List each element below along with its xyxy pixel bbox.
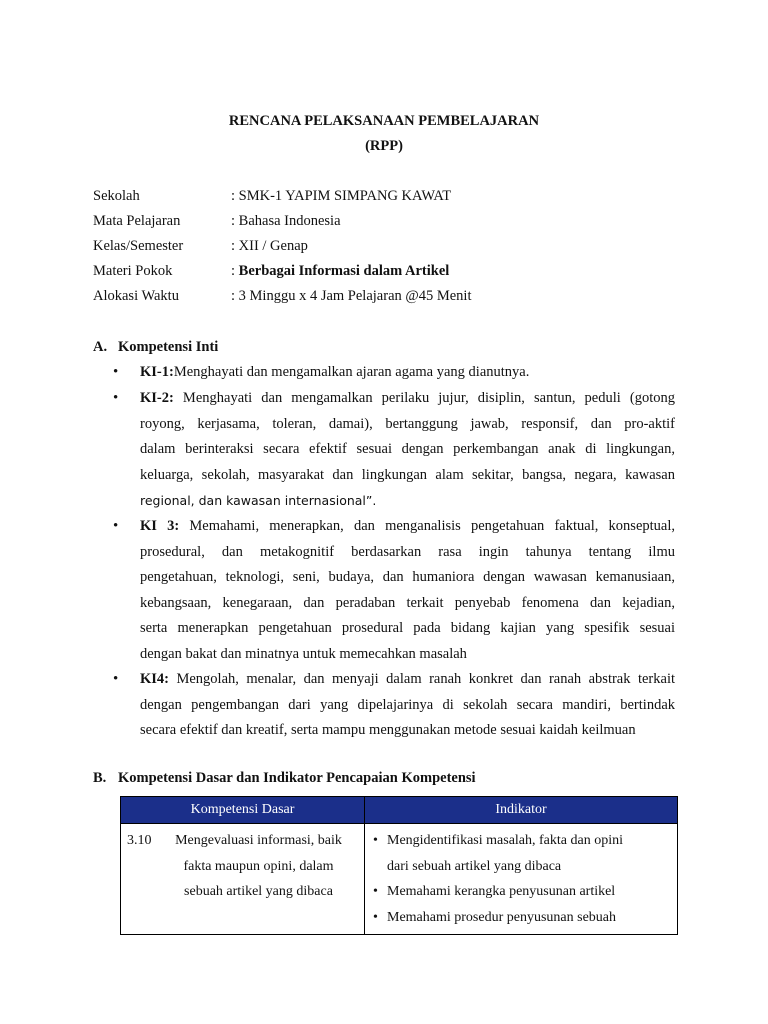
bullet-icon: • bbox=[113, 364, 119, 380]
indicator-text: • Memahami prosedur penyusunan sebuah bbox=[387, 909, 616, 925]
ki-text: secara efektif dan kreatif, serta mampu menggunakan metode sesuai kaidah keilmuan bbox=[140, 722, 636, 739]
indicator-text: • Mengidentifikasi masalah, fakta dan opini bbox=[387, 833, 623, 848]
identity-value bbox=[231, 263, 449, 280]
ki-text: Memahami, menerapkan, dan menganalisis pengetahuan faktual, konseptual, bbox=[179, 518, 675, 534]
header-kompetensi-dasar: Kompetensi Dasar bbox=[121, 797, 365, 824]
identity-value: : Bahasa Indonesia bbox=[231, 213, 341, 229]
kd-text: fakta maupun opini, dalam bbox=[183, 858, 334, 874]
ki-item-3 bbox=[140, 514, 675, 668]
identity-label: Kelas/Semester bbox=[93, 238, 184, 254]
ki-key: KI 3: bbox=[140, 518, 180, 534]
indicator-cell bbox=[365, 824, 678, 935]
bullet-icon: • bbox=[113, 390, 119, 406]
indicator-text: • Memahami kerangka penyusunan artikel bbox=[387, 884, 616, 899]
ki-text: dalam berinteraksi secara efektif sesuai dengan perkembangan anak di lingkungan, bbox=[140, 441, 675, 458]
table-row bbox=[121, 824, 678, 935]
ki-text: Mengolah, menalar, dan menyaji dalam ranah konkret dan ranah abstrak terkait bbox=[169, 671, 675, 687]
identity-label: Materi Pokok bbox=[93, 263, 173, 279]
identity-label: Mata Pelajaran bbox=[93, 213, 181, 229]
document-subtitle: (RPP) bbox=[365, 138, 403, 154]
ki-text: dengan pengembangan dari yang dipelajarinya di sekolah secara mandiri, bertindak bbox=[140, 696, 675, 713]
ki-key: KI4: bbox=[140, 671, 169, 687]
bullet-icon: • bbox=[113, 518, 119, 534]
kd-text: sebuah artikel yang dibaca bbox=[184, 884, 333, 899]
ki-text: pengetahuan, teknologi, seni, budaya, dan humaniora dengan wawasan kemanusiaan, bbox=[140, 569, 675, 586]
ki-text: Menghayati dan mengamalkan ajaran agama yang dianutnya. bbox=[173, 364, 530, 380]
kd-number: 3.10 bbox=[127, 833, 152, 848]
kd-cell bbox=[121, 824, 365, 935]
ki-key: KI-2: bbox=[140, 390, 174, 406]
ki-text: Menghayati dan mengamalkan perilaku jujur, disiplin, santun, peduli (gotong bbox=[173, 390, 675, 406]
section-b-heading bbox=[93, 770, 476, 787]
ki-text: royong, kerjasama, toleran, damai), bertanggung jawab, responsif, dan pro-aktif bbox=[140, 415, 675, 432]
identity-value: : 3 Minggu x 4 Jam Pelajaran @45 Menit bbox=[231, 288, 472, 304]
section-letter: B. bbox=[93, 770, 107, 786]
identity-label: Sekolah bbox=[93, 188, 140, 204]
section-title: Kompetensi Inti bbox=[118, 339, 219, 355]
kd-text: Mengevaluasi informasi, baik bbox=[175, 833, 342, 848]
ki-text: kebangsaan, kenegaraan, dan peradaban terkait penyebab fenomena dan kejadian, bbox=[140, 594, 675, 611]
table-header-row bbox=[121, 797, 678, 824]
indicator-list bbox=[365, 824, 677, 930]
identity-prefix: : bbox=[231, 263, 239, 279]
ki-item-2 bbox=[140, 386, 675, 514]
ki-text: serta menerapkan pengetahuan prosedural pada bidang kajian yang spesifik sesuai bbox=[140, 620, 675, 637]
identity-value: : SMK-1 YAPIM SIMPANG KAWAT bbox=[231, 188, 452, 204]
list-item bbox=[373, 828, 671, 879]
identity-value: : XII / Genap bbox=[231, 238, 308, 254]
ki-key: KI-1: bbox=[140, 364, 174, 380]
ki-text: dengan bakat dan minatnya untuk memecahkan masalah bbox=[140, 645, 467, 662]
list-item bbox=[373, 905, 671, 931]
indicator-text: dari sebuah artikel yang dibaca bbox=[387, 858, 562, 874]
ki-text: regional, dan kawasan internasional”. bbox=[140, 493, 377, 509]
list-item bbox=[373, 879, 671, 905]
section-a-heading bbox=[93, 339, 218, 356]
ki-text: prosedural, dan metakognitif berdasarkan rasa ingin tahunya tentang ilmu bbox=[140, 543, 675, 560]
ki-item-4 bbox=[140, 667, 675, 744]
ki-item-1 bbox=[140, 360, 675, 386]
section-title: Kompetensi Dasar dan Indikator Pencapaian Kompetensi bbox=[118, 770, 476, 786]
identity-label: Alokasi Waktu bbox=[93, 288, 179, 304]
bullet-icon: • bbox=[113, 671, 119, 687]
competency-table bbox=[120, 796, 678, 935]
section-letter: A. bbox=[93, 339, 108, 355]
ki-text: keluarga, sekolah, masyarakat dan lingkungan alam sekitar, bangsa, negara, kawasan bbox=[140, 466, 675, 483]
header-indikator: Indikator bbox=[365, 797, 678, 824]
materi-pokok-value: Berbagai Informasi dalam Artikel bbox=[238, 263, 450, 279]
document-title: RENCANA PELAKSANAAN PEMBELAJARAN bbox=[228, 113, 540, 129]
